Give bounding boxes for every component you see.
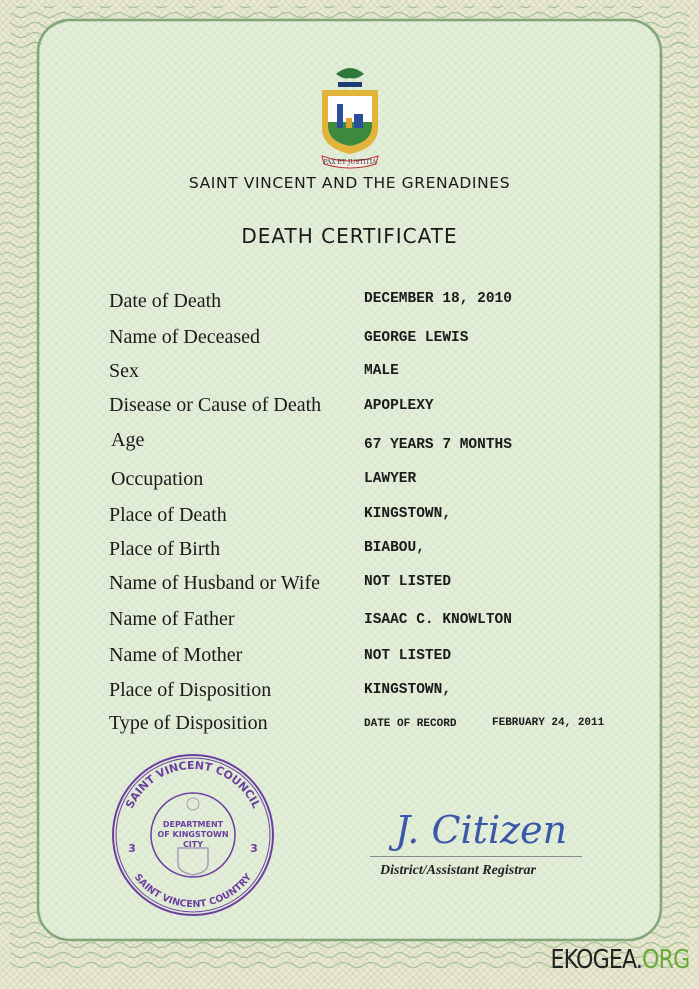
label-date-of-death: Date of Death <box>109 290 222 312</box>
date-of-record-label: DATE OF RECORD <box>364 718 457 730</box>
seal-emblem <box>178 848 208 875</box>
value-place-of-disposition: KINGSTOWN, <box>364 682 452 698</box>
svg-text:SAINT VINCENT COUNCIL <box>123 759 263 810</box>
value-occupation: LAWYER <box>364 471 417 487</box>
value-father: ISAAC C. KNOWLTON <box>364 612 512 628</box>
seal-number-left: 3 <box>128 842 136 855</box>
brand-part2: ORG <box>641 945 689 975</box>
label-father: Name of Father <box>109 608 235 630</box>
label-mother: Name of Mother <box>109 644 243 666</box>
brand-part1: EKOGEA. <box>550 945 642 975</box>
label-cause-of-death: Disease or Cause of Death <box>109 394 322 416</box>
motto-text: PAX ET JUSTITIA <box>323 159 377 166</box>
label-age: Age <box>111 429 145 451</box>
country-name: SAINT VINCENT AND THE GRENADINES <box>188 174 511 192</box>
label-spouse: Name of Husband or Wife <box>109 572 320 594</box>
value-sex: MALE <box>364 363 399 379</box>
label-sex: Sex <box>109 360 139 382</box>
value-date-of-death: DECEMBER 18, 2010 <box>364 291 512 307</box>
seal-number-right: 3 <box>250 842 258 855</box>
label-name-of-deceased: Name of Deceased <box>109 326 261 348</box>
value-place-of-death: KINGSTOWN, <box>364 506 452 522</box>
seal-inner-text: DEPARTMENT OF KINGSTOWN CITY <box>157 820 229 849</box>
signature: J. Citizen <box>395 808 568 852</box>
value-spouse: NOT LISTED <box>364 574 452 590</box>
signature-line <box>370 856 582 857</box>
date-of-record-value: FEBRUARY 24, 2011 <box>492 717 605 729</box>
value-mother: NOT LISTED <box>364 648 452 664</box>
label-place-of-disposition: Place of Disposition <box>109 679 272 701</box>
coat-of-arms <box>316 66 384 170</box>
label-type-of-disposition: Type of Disposition <box>109 712 268 734</box>
value-place-of-birth: BIABOU, <box>364 540 425 556</box>
label-place-of-birth: Place of Birth <box>109 538 221 560</box>
seal-bottom-text: SAINT VINCENT COUNTRY <box>131 871 255 911</box>
signature-caption: District/Assistant Registrar <box>380 863 536 878</box>
watermark-brand <box>550 945 689 975</box>
seal-outer-text: SAINT VINCENT COUNCIL <box>123 758 263 811</box>
seal-crown <box>187 798 199 810</box>
value-name-of-deceased: GEORGE LEWIS <box>364 330 469 346</box>
label-place-of-death: Place of Death <box>109 504 227 526</box>
value-age: 67 YEARS 7 MONTHS <box>364 437 512 453</box>
label-occupation: Occupation <box>111 468 204 490</box>
value-cause-of-death: APOPLEXY <box>364 398 434 414</box>
document-title: DEATH CERTIFICATE <box>241 224 458 248</box>
